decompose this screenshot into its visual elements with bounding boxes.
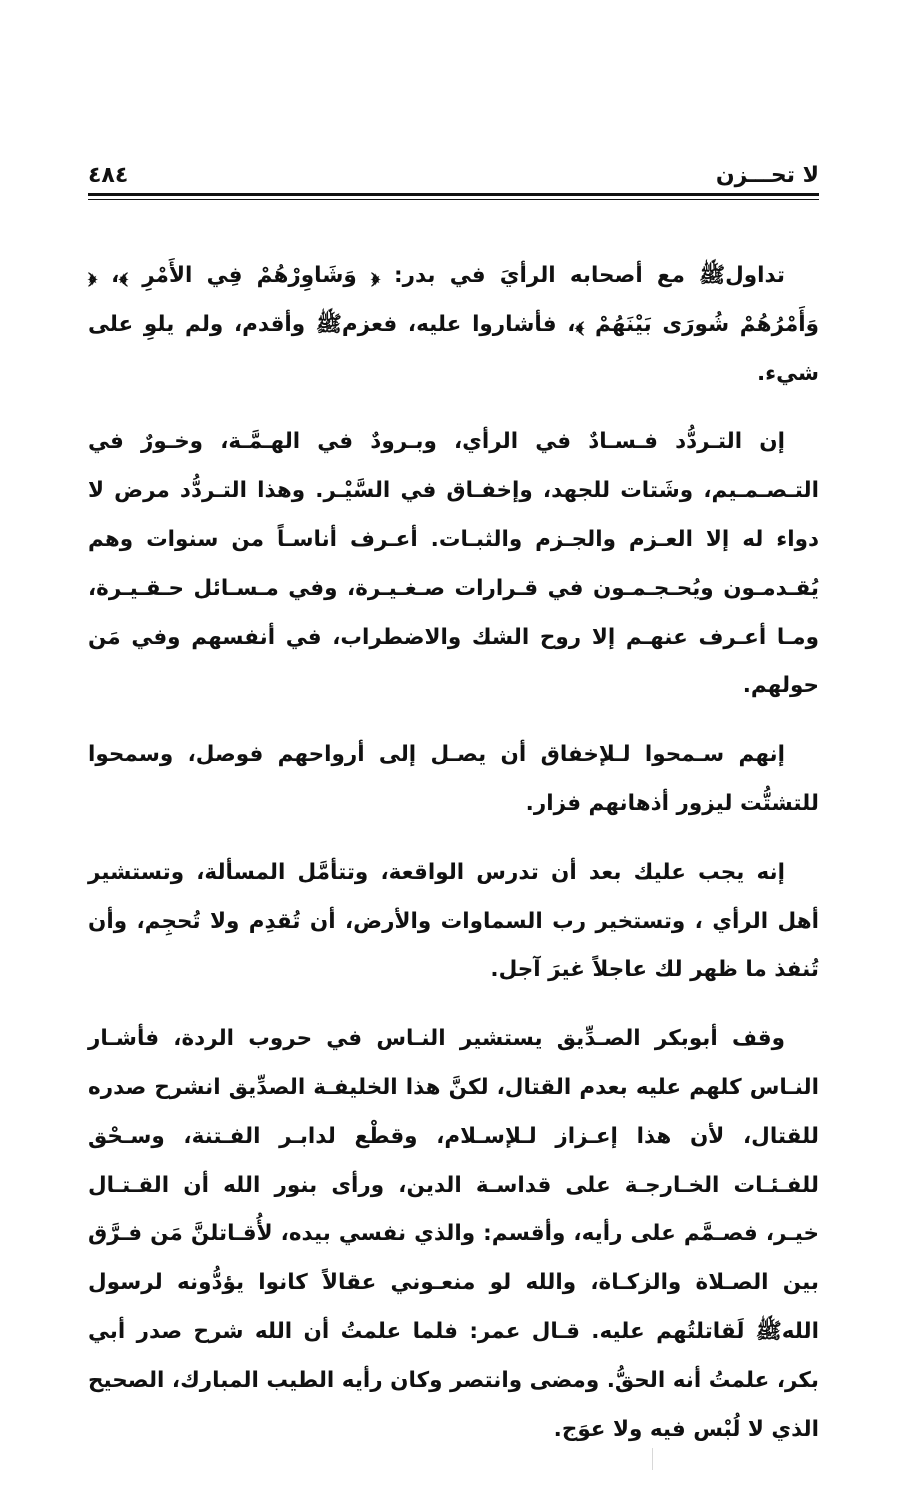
paragraph: إنه يجب عليك بعد أن تدرس الواقعة، وتتأمَّل المسألة، وتستشير أهل الرأي ، وتستخير رب السماوات والأرض، أن تُقدِم ولا تُحجِم، وأن تُنفذ ما ظهر لك عاجلاً غيرَ آجل. [88, 859, 819, 983]
paragraph: وقف أبوبكر الصـدِّيق يستشير النـاس في حروب الردة، فأشـار النـاس كلهم عليه بعدم القتال، لكنَّ هذا الخليفـة الصدِّيق انشرح صدره للقتال، لأن هذا إعـزاز لـلإسـلام، وقطْع لدابـر الفـتنة، وسـحْق للفـئـات الخـارجـة على قداسـة الدين، ورأى بنور الله أن القـتـال خيـر، فصـمَّم على رأيه، وأقسم: والذي نفسي بيده، لأُقـاتلنَّ مَن فـرَّق بين الصـلاة والزكـاة، والله لو منعـوني عقالاً كانوا يؤدُّونه لرسول اللهﷺ لَقاتلتُهم عليه. قـال عمر: فلما علمتُ أن الله شرح صدر أبي بكر، علمتُ أنه الحقُّ. ومضى وانتصر وكان رأيه الطيب المبارك، الصحيح الذي لا لُبْس فيه ولا عوَج. [88, 1026, 819, 1442]
paragraph: إن التـردُّد فـسـادٌ في الرأي، وبـرودٌ في الهـمَّـة، وخـورٌ في التـصـمـيم، وشَتات للجهد، وإخفـاق في السَّيْـر. وهذا التـردُّد مرض لا دواء له إلا العـزم والجـزم والثبـات. أعـرف أناسـاً من سنوات وهم يُقـدمـون ويُحـجـمـون في قـرارات صـغـيـرة، وفي مـسـائل حـقـيـرة، ومـا أعـرف عنهـم إلا روح الشك والاضطراب، في أنفسهم وفي مَن حولهم. [88, 429, 819, 699]
body-text [88, 252, 819, 1474]
scan-mark [652, 1448, 653, 1470]
header-rule-thick [88, 193, 819, 196]
book-title: لا تحـــزن [715, 163, 819, 188]
paragraph: تداولﷺ مع أصحابه الرأيَ في بدر: ﴿ وَشَاوِرْهُمْ فِي الأَمْرِ ﴾، ﴿ وَأَمْرُهُمْ شُورَى بَيْنَهُمْ ﴾، فأشاروا عليه، فعزمﷺ وأقدم، ولم يلوِ على شيء. [88, 263, 819, 386]
paragraph: إنهم سـمحوا لـلإخفاق أن يصـل إلى أرواحهم فوصل، وسمحوا للتشتُّت ليزور أذهانهم فزار. [88, 742, 819, 816]
running-header [88, 150, 819, 190]
page-number: ٤٨٤ [88, 163, 129, 188]
header-rule-thin [88, 199, 819, 200]
